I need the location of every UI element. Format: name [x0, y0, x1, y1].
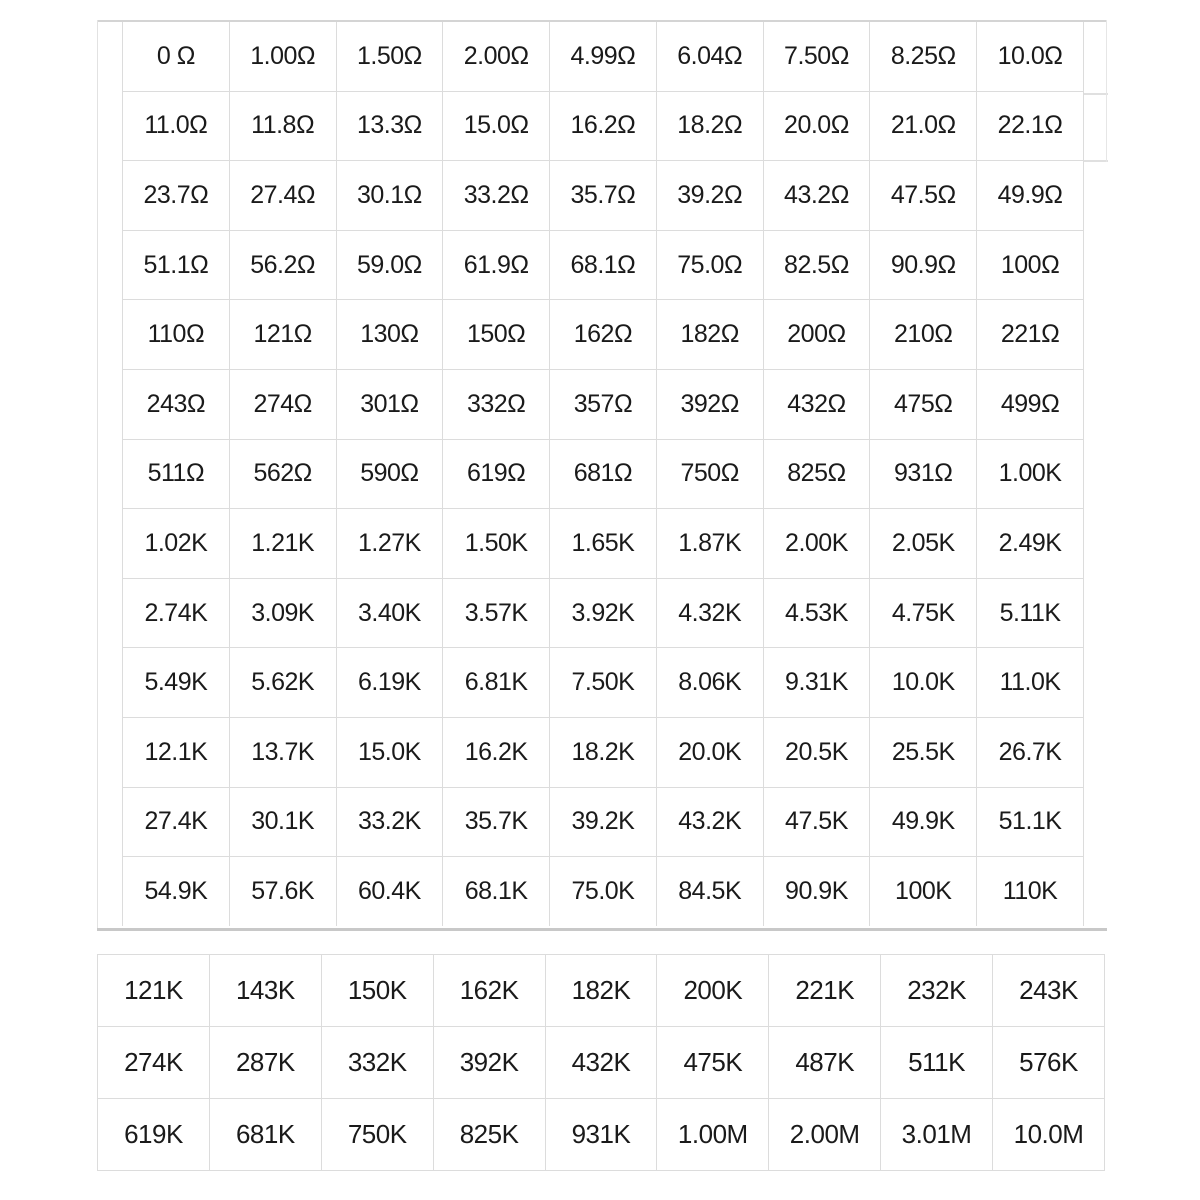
resistor-value-cell: 8.06K — [656, 648, 763, 718]
table-body — [98, 955, 1105, 1171]
resistor-value-cell: 16.2K — [443, 717, 550, 787]
resistor-value-cell: 110K — [977, 857, 1084, 926]
table-row — [123, 578, 1084, 648]
resistor-value-cell: 2.00Ω — [443, 22, 550, 91]
resistor-value-cell: 75.0K — [550, 857, 657, 926]
resistor-value-cell: 35.7Ω — [550, 161, 657, 231]
resistor-value-cell: 200Ω — [763, 300, 870, 370]
resistor-value-cell: 20.0Ω — [763, 91, 870, 161]
resistor-value-cell: 931K — [545, 1099, 657, 1171]
resistor-values-table — [122, 22, 1084, 926]
resistor-value-cell: 100Ω — [977, 230, 1084, 300]
resistor-value-cell: 3.09K — [229, 578, 336, 648]
resistor-value-cell: 357Ω — [550, 369, 657, 439]
resistor-value-cell: 1.50Ω — [336, 22, 443, 91]
resistor-value-cell: 4.75K — [870, 578, 977, 648]
resistor-value-cell: 6.04Ω — [656, 22, 763, 91]
resistor-value-cell: 5.49K — [123, 648, 230, 718]
resistor-value-cell: 590Ω — [336, 439, 443, 509]
resistor-value-cell: 12.1K — [123, 717, 230, 787]
resistor-value-cell: 11.0Ω — [123, 91, 230, 161]
resistor-value-cell: 75.0Ω — [656, 230, 763, 300]
resistor-value-cell: 100K — [870, 857, 977, 926]
resistor-value-cell: 2.74K — [123, 578, 230, 648]
resistor-value-cell: 432Ω — [763, 369, 870, 439]
resistor-value-cell: 287K — [209, 1027, 321, 1099]
resistor-value-cell: 21.0Ω — [870, 91, 977, 161]
resistor-value-cell: 49.9K — [870, 787, 977, 857]
table-row — [123, 161, 1084, 231]
resistor-value-cell: 56.2Ω — [229, 230, 336, 300]
section-divider — [97, 928, 1107, 931]
resistor-value-cell: 27.4Ω — [229, 161, 336, 231]
right-stub-rule-1 — [1084, 93, 1108, 95]
resistor-value-cell: 15.0Ω — [443, 91, 550, 161]
right-stub-rule-2 — [1084, 160, 1108, 162]
resistor-value-cell: 2.49K — [977, 509, 1084, 579]
resistor-value-cell: 1.21K — [229, 509, 336, 579]
resistor-value-cell: 5.11K — [977, 578, 1084, 648]
resistor-value-cell: 221K — [769, 955, 881, 1027]
resistor-value-cell: 7.50K — [550, 648, 657, 718]
resistor-value-cell: 3.40K — [336, 578, 443, 648]
resistor-value-cell: 10.0M — [993, 1099, 1105, 1171]
resistor-value-cell: 82.5Ω — [763, 230, 870, 300]
table-row — [123, 439, 1084, 509]
resistor-value-cell: 3.92K — [550, 578, 657, 648]
resistor-value-cell: 11.0K — [977, 648, 1084, 718]
resistor-value-cell: 23.7Ω — [123, 161, 230, 231]
resistor-table-top — [122, 22, 1084, 926]
resistor-value-cell: 26.7K — [977, 717, 1084, 787]
resistor-value-cell: 200K — [657, 955, 769, 1027]
resistor-value-cell: 499Ω — [977, 369, 1084, 439]
resistor-value-cell: 3.57K — [443, 578, 550, 648]
resistor-value-cell: 475K — [657, 1027, 769, 1099]
resistor-value-cell: 2.05K — [870, 509, 977, 579]
resistor-value-cell: 162Ω — [550, 300, 657, 370]
resistor-value-cell: 1.00Ω — [229, 22, 336, 91]
resistor-value-cell: 2.00M — [769, 1099, 881, 1171]
resistor-value-cell: 2.00K — [763, 509, 870, 579]
resistor-value-cell: 182Ω — [656, 300, 763, 370]
resistor-value-cell: 1.50K — [443, 509, 550, 579]
resistor-value-cell: 1.65K — [550, 509, 657, 579]
resistor-value-cell: 10.0K — [870, 648, 977, 718]
resistor-value-cell: 1.00M — [657, 1099, 769, 1171]
resistor-value-cell: 8.25Ω — [870, 22, 977, 91]
table-row — [123, 648, 1084, 718]
resistor-value-cell: 57.6K — [229, 857, 336, 926]
right-stub-rule-3 — [1106, 20, 1107, 162]
resistor-value-cell: 221Ω — [977, 300, 1084, 370]
resistor-value-cell: 274K — [98, 1027, 210, 1099]
resistor-value-cell: 6.81K — [443, 648, 550, 718]
resistor-value-cell: 30.1Ω — [336, 161, 443, 231]
table-row — [123, 300, 1084, 370]
table-row — [123, 717, 1084, 787]
resistor-value-cell: 22.1Ω — [977, 91, 1084, 161]
resistor-value-cell: 1.00K — [977, 439, 1084, 509]
resistor-value-cell: 18.2Ω — [656, 91, 763, 161]
resistor-table-bottom — [97, 954, 1105, 1171]
resistor-value-cell: 25.5K — [870, 717, 977, 787]
resistor-value-cell: 3.01M — [881, 1099, 993, 1171]
table-body — [123, 22, 1084, 926]
resistor-value-cell: 475Ω — [870, 369, 977, 439]
resistor-value-cell: 15.0K — [336, 717, 443, 787]
resistor-value-cell: 243K — [993, 955, 1105, 1027]
resistor-value-cell: 487K — [769, 1027, 881, 1099]
resistor-value-cell: 182K — [545, 955, 657, 1027]
resistor-value-cell: 4.53K — [763, 578, 870, 648]
resistor-value-cell: 121Ω — [229, 300, 336, 370]
resistor-value-cell: 619K — [98, 1099, 210, 1171]
resistor-value-cell: 130Ω — [336, 300, 443, 370]
resistor-value-cell: 562Ω — [229, 439, 336, 509]
resistor-value-cell: 43.2K — [656, 787, 763, 857]
resistor-value-cell: 90.9Ω — [870, 230, 977, 300]
table-row — [123, 509, 1084, 579]
resistor-value-cell: 7.50Ω — [763, 22, 870, 91]
resistor-value-cell: 150Ω — [443, 300, 550, 370]
resistor-value-cell: 1.27K — [336, 509, 443, 579]
resistor-value-cell: 432K — [545, 1027, 657, 1099]
resistor-value-cell: 68.1K — [443, 857, 550, 926]
resistor-value-cell: 4.32K — [656, 578, 763, 648]
resistor-value-cell: 68.1Ω — [550, 230, 657, 300]
resistor-value-cell: 39.2Ω — [656, 161, 763, 231]
resistor-value-cell: 43.2Ω — [763, 161, 870, 231]
resistor-value-cell: 619Ω — [443, 439, 550, 509]
table-row — [123, 22, 1084, 91]
resistor-value-cell: 90.9K — [763, 857, 870, 926]
resistor-value-cell: 59.0Ω — [336, 230, 443, 300]
resistor-value-cell: 576K — [993, 1027, 1105, 1099]
table-row — [98, 1027, 1105, 1099]
resistor-value-cell: 13.3Ω — [336, 91, 443, 161]
resistor-value-cell: 84.5K — [656, 857, 763, 926]
resistor-value-cell: 143K — [209, 955, 321, 1027]
resistor-value-cell: 0 Ω — [123, 22, 230, 91]
resistor-value-cell: 681Ω — [550, 439, 657, 509]
left-rule — [97, 20, 98, 930]
table-row — [123, 787, 1084, 857]
table-row — [98, 1099, 1105, 1171]
resistor-value-cell: 10.0Ω — [977, 22, 1084, 91]
resistor-value-cell: 110Ω — [123, 300, 230, 370]
resistor-value-cell: 750K — [321, 1099, 433, 1171]
resistor-value-cell: 1.02K — [123, 509, 230, 579]
table-row — [123, 91, 1084, 161]
resistor-value-cell: 162K — [433, 955, 545, 1027]
resistor-value-cell: 13.7K — [229, 717, 336, 787]
table-row — [123, 230, 1084, 300]
resistor-value-cell: 47.5K — [763, 787, 870, 857]
resistor-value-cell: 33.2Ω — [443, 161, 550, 231]
resistor-value-cell: 332Ω — [443, 369, 550, 439]
resistor-value-cell: 332K — [321, 1027, 433, 1099]
resistor-value-cell: 33.2K — [336, 787, 443, 857]
resistor-value-cell: 232K — [881, 955, 993, 1027]
resistor-value-cell: 47.5Ω — [870, 161, 977, 231]
resistor-value-cell: 51.1K — [977, 787, 1084, 857]
resistor-value-cell: 27.4K — [123, 787, 230, 857]
resistor-value-cell: 4.99Ω — [550, 22, 657, 91]
resistor-value-cell: 20.5K — [763, 717, 870, 787]
resistor-value-cell: 60.4K — [336, 857, 443, 926]
table-row — [98, 955, 1105, 1027]
resistor-value-cell: 51.1Ω — [123, 230, 230, 300]
resistor-value-cell: 20.0K — [656, 717, 763, 787]
resistor-value-cell: 11.8Ω — [229, 91, 336, 161]
resistor-value-cell: 243Ω — [123, 369, 230, 439]
resistor-value-cell: 210Ω — [870, 300, 977, 370]
resistor-value-cell: 18.2K — [550, 717, 657, 787]
resistor-value-cell: 49.9Ω — [977, 161, 1084, 231]
resistor-value-cell: 35.7K — [443, 787, 550, 857]
resistor-value-cell: 6.19K — [336, 648, 443, 718]
resistor-value-cell: 931Ω — [870, 439, 977, 509]
resistor-value-cell: 30.1K — [229, 787, 336, 857]
resistor-value-cell: 511K — [881, 1027, 993, 1099]
resistor-value-cell: 61.9Ω — [443, 230, 550, 300]
resistor-value-cell: 121K — [98, 955, 210, 1027]
resistor-values-table-continued — [97, 954, 1105, 1171]
resistor-value-cell: 274Ω — [229, 369, 336, 439]
resistor-value-cell: 9.31K — [763, 648, 870, 718]
resistor-value-cell: 39.2K — [550, 787, 657, 857]
resistor-value-cell: 750Ω — [656, 439, 763, 509]
resistor-value-cell: 825K — [433, 1099, 545, 1171]
resistor-value-cell: 825Ω — [763, 439, 870, 509]
resistor-value-cell: 5.62K — [229, 648, 336, 718]
resistor-value-cell: 1.87K — [656, 509, 763, 579]
resistor-value-cell: 511Ω — [123, 439, 230, 509]
resistor-value-cell: 150K — [321, 955, 433, 1027]
resistor-value-cell: 54.9K — [123, 857, 230, 926]
resistor-value-cell: 392Ω — [656, 369, 763, 439]
resistor-value-cell: 392K — [433, 1027, 545, 1099]
resistor-value-cell: 16.2Ω — [550, 91, 657, 161]
table-row — [123, 369, 1084, 439]
resistor-value-cell: 301Ω — [336, 369, 443, 439]
resistor-value-cell: 681K — [209, 1099, 321, 1171]
table-row — [123, 857, 1084, 926]
